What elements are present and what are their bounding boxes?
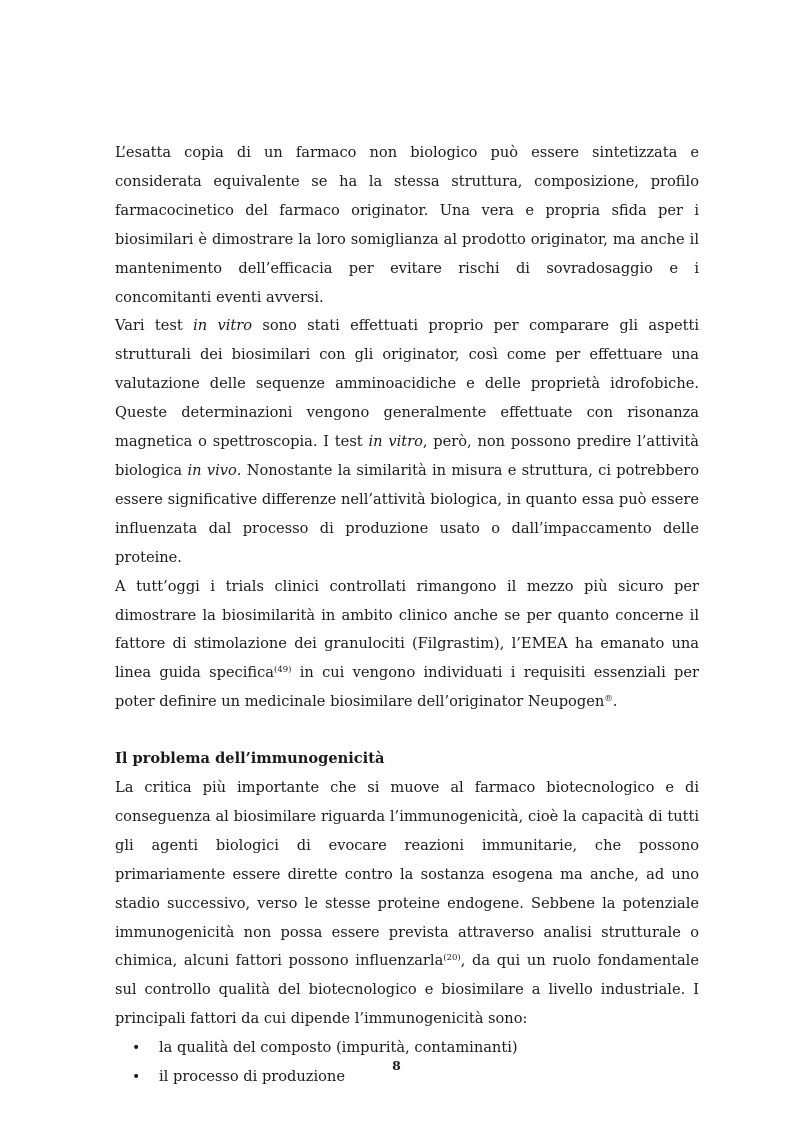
text-run: sono stati effettuati proprio per comparare gli aspetti strutturali dei biosimilari con gli originator, così come per effettuare una valutazione delle sequenze amminoacidiche e delle proprietà idrofobiche. Queste determinazioni vengono generalmente effettuate con risonanza magnetica o spettroscopia. I test (115, 317, 699, 451)
registered-mark: ® (604, 694, 613, 705)
paragraph-clinical-trials (115, 573, 699, 718)
text-run: , da qui un ruolo fondamentale sul controllo qualità del biotecnologico e biosimilare a livello industriale. I principali fattori da cui dipende l’immunogenicità sono: (115, 952, 699, 1028)
italic-term: in vivo (187, 461, 237, 479)
paragraph-immunogenicity (115, 774, 699, 1034)
text-run: Vari test (115, 317, 194, 335)
list-item-text: il processo di produzione (159, 1068, 345, 1086)
paragraph-biosimilar-challenge: L’esatta copia di un farmaco non biologico può essere sintetizzata e considerata equivalente se ha la stessa struttura, composizione, profilo farmacocinetico del farmaco originator. Una vera e propria sfida per i biosimilari è dimostrare la loro somiglianza al prodotto originator, ma anche il mantenimento dell’efficacia per evitare rischi di sovradosaggio e i concomitanti eventi avversi. (115, 144, 699, 306)
bullet-icon: • (132, 1069, 141, 1086)
page-number: 8 (392, 1058, 401, 1073)
text-run: , però, non possono predire l’attività biologica (115, 433, 699, 479)
paragraph-in-vitro-tests (115, 312, 699, 572)
reference-marker: (49) (274, 665, 292, 676)
italic-term: in vitro (193, 317, 253, 335)
text-run: . Nonostante la similarità in misura e struttura, ci potrebbero essere significative differenze nell’attività biologica, in quanto essa può essere influenzata dal processo di produzione usato o dall’impaccamento delle proteine. (115, 461, 699, 566)
bullet-icon: • (132, 1040, 141, 1057)
body-text (115, 139, 699, 1092)
list-item-text: la qualità del composto (impurità, contaminanti) (159, 1039, 518, 1057)
section-heading: Il problema dell’immunogenicità (115, 750, 385, 768)
section-spacer (115, 717, 699, 745)
text-run: La critica più importante che si muove al farmaco biotecnologico e di conseguenza al biosimilare riguarda l’immunogenicità, cioè la capacità di tutti gli agenti biologici di evocare reazioni immunitarie, che possono primariamente essere dirette contro la sostanza esogena ma anche, ad uno stadio successivo, verso le stesse proteine endogene. Sebbene la potenziale immunogenicità non possa essere prevista attraverso analisi strutturale o chimica, alcuni fattori possono influenzarla (115, 779, 699, 970)
text-run: in cui vengono individuati i requisiti essenziali per poter definire un medicinale biosimilare dell’originator Neupogen (115, 664, 699, 711)
text-run: . (612, 693, 618, 711)
reference-marker: (20) (443, 953, 461, 964)
text-run: A tutt’oggi i trials clinici controllati rimangono il mezzo più sicuro per dimostrare la biosimilarità in ambito clinico anche se per quanto concerne il fattore di stimolazione dei granulociti (Filgrastim), l’EMEA ha emanato una linea guida specifica (115, 577, 699, 682)
italic-term: in vitro (368, 433, 423, 451)
